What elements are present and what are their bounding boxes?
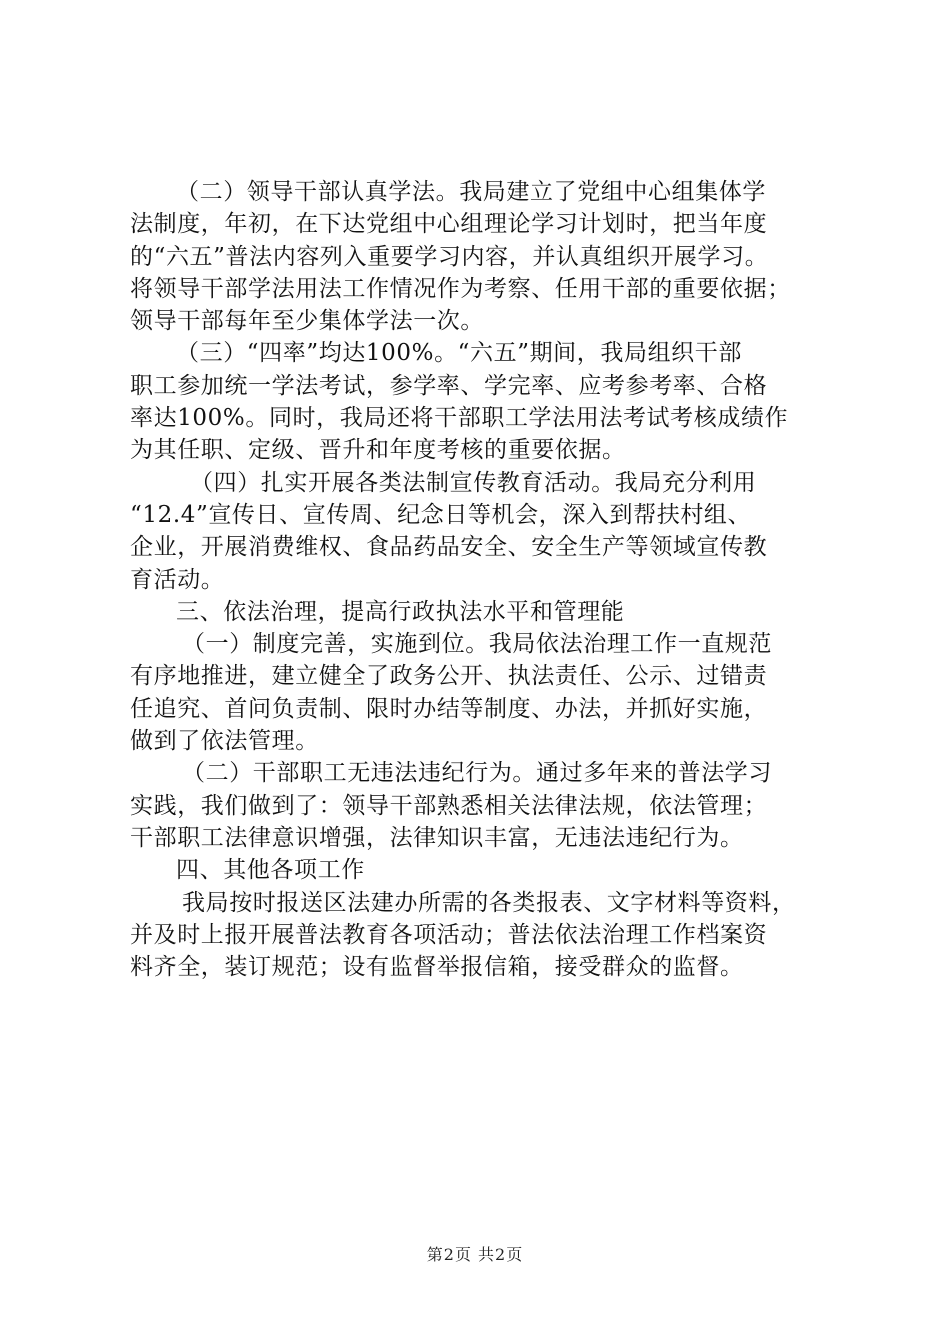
paragraph-line: 将领导干部学法用法工作情况作为考察、任用干部的重要依据； (130, 275, 791, 302)
paragraph-line: 做到了依法管理。 (130, 728, 319, 755)
paragraph-line: 任追究、首问负责制、限时办结等制度、办法，并抓好实施， (130, 695, 768, 722)
paragraph-line: 的“六五”普法内容列入重要学习内容，并认真组织开展学习。 (130, 243, 769, 270)
section-heading: 四、其他各项工作 (176, 857, 365, 884)
paragraph-line: 职工参加统一学法考试，参学率、学完率、应考参考率、合格 (130, 372, 768, 399)
page-number-footer: 第2页 共2页 (426, 1245, 524, 1264)
paragraph-line: （二）干部职工无违法违纪行为。通过多年来的普法学习 (182, 760, 772, 787)
paragraph-line: （四）扎实开展各类法制宣传教育活动。我局充分利用 (190, 469, 757, 496)
paragraph-line: 干部职工法律意识增强，法律知识丰富，无违法违纪行为。 (130, 824, 744, 851)
paragraph-line: （一）制度完善，实施到位。我局依法治理工作一直规范 (182, 631, 772, 658)
paragraph-line: 育活动。 (130, 566, 225, 593)
paragraph-line: （三）“四率”均达100%。“六五”期间，我局组织干部 (176, 340, 742, 367)
paragraph-line: 为其任职、定级、晋升和年度考核的重要依据。 (130, 437, 626, 464)
paragraph-line: 我局按时报送区法建办所需的各类报表、文字材料等资料， (182, 889, 796, 916)
paragraph-line: 有序地推进，建立健全了政务公开、执法责任、公示、过错责 (130, 663, 768, 690)
document-body (130, 176, 832, 983)
paragraph-line: （二）领导干部认真学法。我局建立了党组中心组集体学 (176, 179, 766, 205)
section-heading: 三、依法治理，提高行政执法水平和管理能 (176, 598, 625, 625)
paragraph-line: 并及时上报开展普法教育各项活动；普法依法治理工作档案资 (130, 921, 768, 948)
paragraph-line: “12.4”宣传日、宣传周、纪念日等机会，深入到帮扶村组、 (130, 501, 752, 528)
paragraph-line: 实践，我们做到了：领导干部熟悉相关法律法规，依法管理； (130, 792, 768, 819)
paragraph-line: 领导干部每年至少集体学法一次。 (130, 308, 484, 335)
paragraph-line: 企业，开展消费维权、食品药品安全、安全生产等领域宣传教 (130, 534, 768, 561)
paragraph-line: 法制度，年初，在下达党组中心组理论学习计划时，把当年度 (130, 211, 768, 238)
paragraph-line: 料齐全，装订规范；设有监督举报信箱，接受群众的监督。 (130, 954, 744, 981)
paragraph-line: 率达100%。同时，我局还将干部职工学法用法考试考核成绩作 (130, 405, 789, 432)
